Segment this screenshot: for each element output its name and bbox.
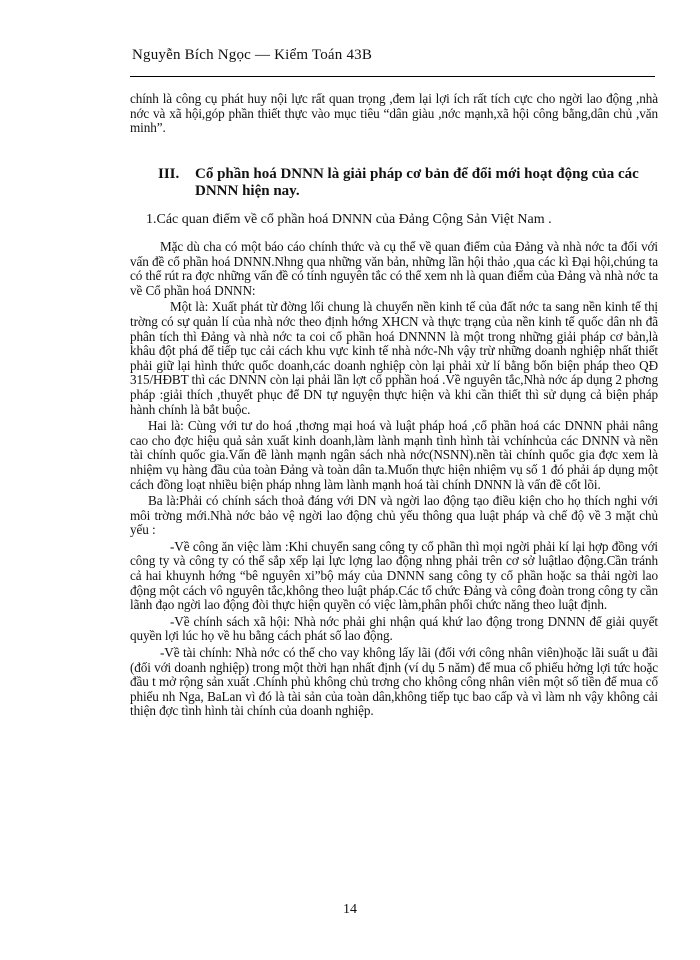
paragraph-tai-chinh: -Về tài chính: Nhà nớc có thể cho vay không lấy lãi (đối với công nhân viên)hoặc lãi suất u đãi (đối với doanh nghiệp) trong một thời hạn nhất định (ví dụ 5 năm) để mua cổ phiếu hởng lợi tức hoặc đầu t mở rộng sản xuất .Chính phủ không chủ trơng cho không công nhân viên một số tiền để mua cổ phiếu nh Nga, BaLan vì đó là tài sản của toàn dân,không tiếp tục bao cấp và vì làm nh vậy không cải thiện đợc tình hình tài chính của doanh nghiệp. [130, 645, 658, 719]
page-number: 14 [343, 902, 357, 917]
paragraph-cong-an-viec-lam: -Về công ăn việc làm :Khi chuyển sang công ty cổ phần thì mọi ngời phải kí lại hợp đồng với công ty và công ty có thể sắp xếp lại lực lợng lao động nhng phải trên cơ sở luậtlao động.Cần tránh cả hai khuynh hớng “bê nguyên xi”bộ máy của DNNN sang công ty cổ phần hoặc sa thải ngời lao động một cách vô nguyên tắc,không theo luật pháp.Các tổ chức Đảng và công đoàn trong công ty cần lãnh đạo ngời lao động đòi thực hiện quyền có việc làm,phân phối chức năng theo luật định. [130, 538, 658, 613]
paragraph-hai-la: Hai là: Cùng với tư do hoá ,thơng mại hoá và luật pháp hoá ,cổ phần hoá các DNNN phải nâng cao cho đợc hiệu quả sản xuất kinh doanh,làm lành mạnh tình hình tài vchínhcủa các DNNN và nền tài chính quốc gia.Vấn đề lành mạnh ngân sách nhà nớc(NSNN).nền tài chính quốc gia đợc xem là nhiệm vụ hàng đầu của toàn Đảng và toàn dân ta.Muốn thực hiện nhiệm vụ số 1 đó phải áp dụng một cách đồng loạt nhiều biện pháp nhng làm lành mạnh hoá tài chính DNNN là vấn đề cốt lõi. [130, 418, 658, 492]
paragraph-intro: Mặc dù cha có một báo cáo chính thức và cụ thể về quan điểm của Đảng và nhà nớc ta đối với vấn đề cổ phần hoá DNNN.Nhng qua những văn bản, những lần hội thảo ,qua các kì Đại hội,chúng ta có thể rút ra đợc những vấn đề có tính nguyên tắc có thể xem nh là quan điểm của Đảng và nhà nớc ta về Cổ phần hoá DNNN: [130, 239, 658, 298]
section-number: III. [158, 166, 180, 182]
intro-paragraph: chính là công cụ phát huy nội lực rất quan trọng ,đem lại lợi ích rất tích cực cho ngời lao động ,nhà nớc và xã hội,góp phần thiết thực vào mục tiêu “dân giàu ,nớc mạnh,xã hội công bằng,dân chủ ,văn minh”. [130, 91, 658, 136]
paragraph-mot-la: Một là: Xuất phát từ đờng lối chung là chuyển nền kinh tế của đất nớc ta sang nền kinh tế thị trờng có sự quản lí của nhà nớc theo định hớng XHCN và thực trạng của nền kinh tế quốc dân nh đã phân tích thì Đảng và nhà nớc ta coi cổ phần hoá DNNNN là một trong những giải pháp cơ bản,là khâu đột phá để tiếp tục cải cách khu vực kinh tế nhà nớc-Nh vậy trừ những doanh nghiệp nhất thiết phải giữ lại hình thức quốc doanh,các doanh nghiệp còn lại phải xử lí bằng bốn biện pháp theo QĐ 315/HĐBT thì các DNNN còn lại phải lần lợt cổ pphần hoá .Về nguyên tắc,Nhà nớc áp dụng 2 phơng pháp :giải thích ,thuyết phục để DN tự nguyện thực hiện và khi cần thiết thì sử dụng cả biện pháp hành chính là bắt buộc. [130, 299, 658, 417]
header-rule [130, 76, 655, 77]
body-paragraphs [130, 240, 658, 721]
subsection-heading: 1.Các quan điểm về cổ phần hoá DNNN của Đảng Cộng Sản Việt Nam . [146, 212, 552, 227]
running-header: Nguyễn Bích Ngọc — Kiểm Toán 43B [132, 47, 373, 63]
section-title: Cổ phần hoá DNNN là giải pháp cơ bản để đổi mới hoạt động của các DNNN hiện nay. [195, 166, 639, 199]
paragraph-chinh-sach-xa-hoi: -Về chính sách xã hội: Nhà nớc phải ghi nhận quá khứ lao động trong DNNN để giải quyết quyền lợi lúc họ về hu bằng cách phát số lao động. [130, 613, 658, 644]
section-heading [158, 166, 658, 200]
paragraph-ba-la: Ba là:Phải có chính sách thoả đáng với DN và ngời lao động tạo điều kiện cho họ thích nghi với môi trờng mới.Nhà nớc bảo vệ ngời lao động chủ yếu thông qua luật pháp và chế độ về 3 mặt chủ yếu : [130, 493, 658, 538]
